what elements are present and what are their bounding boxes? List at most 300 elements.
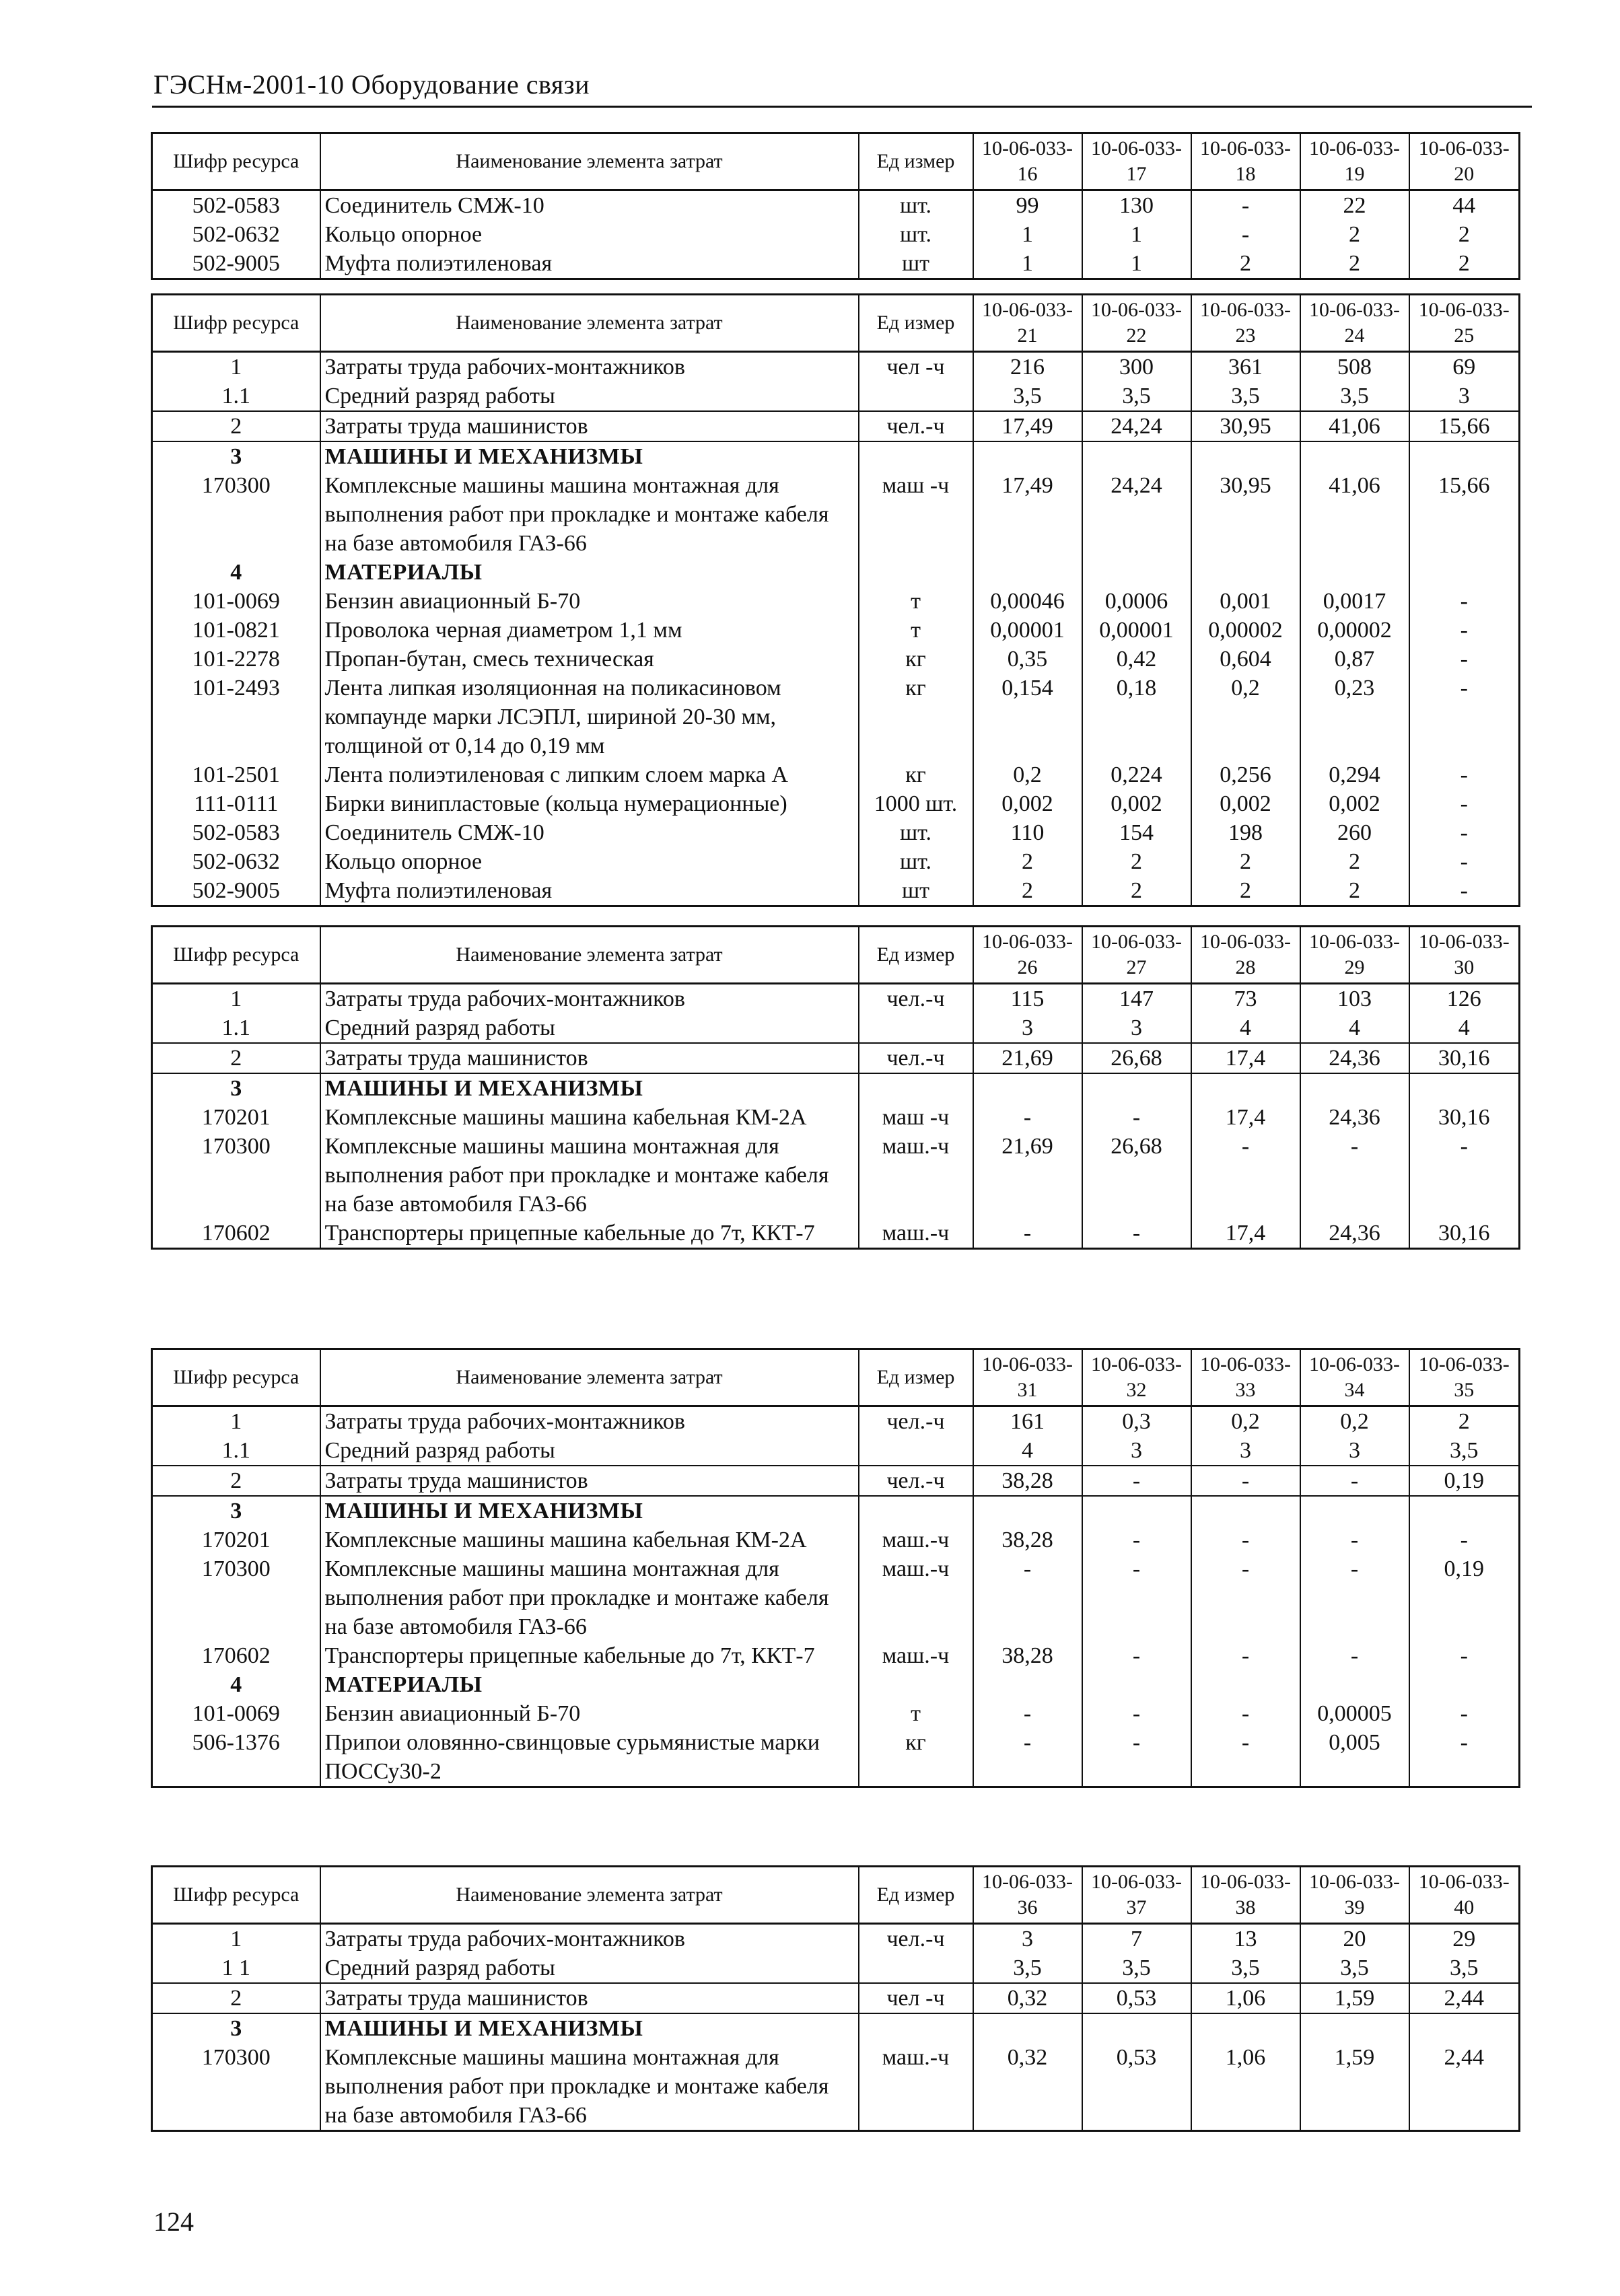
unit-cell: шт. bbox=[859, 818, 973, 847]
resource-code-cell: 1 bbox=[152, 352, 320, 382]
resource-code-cell: 1.1 bbox=[152, 382, 320, 411]
unit-cell: маш -ч bbox=[859, 1103, 973, 1132]
value-cell: 0,224 bbox=[1082, 760, 1191, 789]
value-cell: 0,3 bbox=[1082, 1406, 1191, 1437]
value-cell bbox=[1409, 558, 1520, 587]
value-cell: - bbox=[1409, 1526, 1520, 1554]
value-cell: 24,36 bbox=[1300, 1103, 1409, 1132]
col-header-unit: Ед измер bbox=[859, 1349, 973, 1406]
value-cell: 73 bbox=[1191, 984, 1300, 1014]
value-cell: 0,42 bbox=[1082, 645, 1191, 674]
resource-name-cell: Бирки винипластовые (кольца нумерационные) bbox=[320, 789, 859, 818]
value-cell: - bbox=[1409, 645, 1520, 674]
value-cell: 0,00046 bbox=[973, 587, 1082, 616]
value-cell: 29 bbox=[1409, 1924, 1520, 1954]
unit-cell: чел.-ч bbox=[859, 1924, 973, 1954]
unit-cell: маш.-ч bbox=[859, 1554, 973, 1641]
unit-cell: маш.-ч bbox=[859, 1526, 973, 1554]
unit-cell: шт. bbox=[859, 847, 973, 876]
resource-name-cell: Транспортеры прицепные кабельные до 7т, ККТ-7 bbox=[320, 1219, 859, 1249]
table-row bbox=[152, 1466, 1520, 1496]
unit-cell: маш.-ч bbox=[859, 2043, 973, 2131]
value-cell: 3 bbox=[973, 1924, 1082, 1954]
resource-code-cell: 502-9005 bbox=[152, 249, 320, 279]
unit-cell bbox=[859, 558, 973, 587]
value-cell: 15,66 bbox=[1409, 411, 1520, 441]
value-cell: - bbox=[1191, 1466, 1300, 1496]
col-header-norm-code: 10-06-033-27 bbox=[1082, 927, 1191, 984]
unit-cell bbox=[859, 1436, 973, 1466]
value-cell: - bbox=[1409, 1699, 1520, 1728]
value-cell bbox=[1300, 1496, 1409, 1526]
resource-code-cell: 101-2501 bbox=[152, 760, 320, 789]
value-cell: 3 bbox=[1082, 1436, 1191, 1466]
value-cell: 17,49 bbox=[973, 411, 1082, 441]
table-row bbox=[152, 471, 1520, 558]
resource-code-cell: 506-1376 bbox=[152, 1728, 320, 1787]
unit-cell: маш.-ч bbox=[859, 1641, 973, 1670]
value-cell: - bbox=[973, 1699, 1082, 1728]
value-cell bbox=[1300, 441, 1409, 471]
value-cell: 0,001 bbox=[1191, 587, 1300, 616]
value-cell: 110 bbox=[973, 818, 1082, 847]
value-cell: 2,44 bbox=[1409, 1983, 1520, 2013]
unit-cell bbox=[859, 1013, 973, 1043]
resource-code-cell: 1 1 bbox=[152, 1953, 320, 1983]
resource-name-cell: Пропан-бутан, смесь техническая bbox=[320, 645, 859, 674]
value-cell bbox=[1300, 1073, 1409, 1103]
value-cell: 260 bbox=[1300, 818, 1409, 847]
value-cell bbox=[1082, 2013, 1191, 2043]
col-header-code: Шифр ресурса bbox=[152, 927, 320, 984]
resource-name-cell: Комплексные машины машина монтажная для выполнения работ при прокладке и монтаже кабеля на базе автомобиля ГАЗ-66 bbox=[320, 471, 859, 558]
unit-cell: маш.-ч bbox=[859, 1132, 973, 1219]
col-header-norm-code: 10-06-033-39 bbox=[1300, 1867, 1409, 1924]
unit-cell: т bbox=[859, 1699, 973, 1728]
value-cell bbox=[1082, 558, 1191, 587]
value-cell: 300 bbox=[1082, 352, 1191, 382]
value-cell: 20 bbox=[1300, 1924, 1409, 1954]
value-cell: 0,0006 bbox=[1082, 587, 1191, 616]
resource-name-cell: Средний разряд работы bbox=[320, 1953, 859, 1983]
value-cell: 30,95 bbox=[1191, 411, 1300, 441]
value-cell: 3,5 bbox=[1191, 382, 1300, 411]
resource-code-cell: 1 bbox=[152, 1924, 320, 1954]
resource-name-cell: Кольцо опорное bbox=[320, 847, 859, 876]
unit-cell bbox=[859, 1670, 973, 1699]
resource-code-cell: 3 bbox=[152, 441, 320, 471]
value-cell: 161 bbox=[973, 1406, 1082, 1437]
value-cell: 38,28 bbox=[973, 1466, 1082, 1496]
value-cell: 3,5 bbox=[1300, 1953, 1409, 1983]
value-cell: 0,294 bbox=[1300, 760, 1409, 789]
value-cell: - bbox=[1300, 1132, 1409, 1219]
table-row bbox=[152, 789, 1520, 818]
value-cell: 0,23 bbox=[1300, 674, 1409, 760]
value-cell: 17,4 bbox=[1191, 1103, 1300, 1132]
table-row bbox=[152, 1132, 1520, 1219]
resource-table-5 bbox=[151, 1865, 1520, 2132]
unit-cell bbox=[859, 1496, 973, 1526]
value-cell: 1,59 bbox=[1300, 1983, 1409, 2013]
unit-cell bbox=[859, 441, 973, 471]
value-cell: 7 bbox=[1082, 1924, 1191, 1954]
value-cell: 361 bbox=[1191, 352, 1300, 382]
value-cell: 2 bbox=[1191, 249, 1300, 279]
value-cell: - bbox=[1409, 1132, 1520, 1219]
value-cell bbox=[973, 441, 1082, 471]
resource-name-cell: Транспортеры прицепные кабельные до 7т, ККТ-7 bbox=[320, 1641, 859, 1670]
value-cell: 0,2 bbox=[1191, 1406, 1300, 1437]
value-cell: 30,16 bbox=[1409, 1103, 1520, 1132]
value-cell: - bbox=[1409, 616, 1520, 645]
value-cell: 2 bbox=[1191, 847, 1300, 876]
resource-name-cell: Затраты труда рабочих-монтажников bbox=[320, 1924, 859, 1954]
resource-name-cell: Бензин авиационный Б-70 bbox=[320, 1699, 859, 1728]
value-cell: - bbox=[1300, 1526, 1409, 1554]
value-cell: 24,36 bbox=[1300, 1219, 1409, 1249]
table-header-row bbox=[152, 1349, 1520, 1406]
resource-code-cell: 2 bbox=[152, 1983, 320, 2013]
unit-cell bbox=[859, 1953, 973, 1983]
value-cell: 13 bbox=[1191, 1924, 1300, 1954]
resource-code-cell: 170602 bbox=[152, 1641, 320, 1670]
value-cell: 2 bbox=[1300, 249, 1409, 279]
value-cell: 22 bbox=[1300, 190, 1409, 221]
value-cell bbox=[1300, 1670, 1409, 1699]
resource-code-cell: 2 bbox=[152, 1466, 320, 1496]
value-cell: 154 bbox=[1082, 818, 1191, 847]
value-cell: 4 bbox=[1300, 1013, 1409, 1043]
col-header-code: Шифр ресурса bbox=[152, 1867, 320, 1924]
unit-cell bbox=[859, 2013, 973, 2043]
resource-name-cell: Проволока черная диаметром 1,1 мм bbox=[320, 616, 859, 645]
resource-code-cell: 3 bbox=[152, 2013, 320, 2043]
unit-cell: кг bbox=[859, 1728, 973, 1787]
unit-cell: кг bbox=[859, 674, 973, 760]
col-header-unit: Ед измер bbox=[859, 1867, 973, 1924]
value-cell: 1 bbox=[973, 249, 1082, 279]
resource-name-cell: Комплексные машины машина монтажная для выполнения работ при прокладке и монтаже кабеля на базе автомобиля ГАЗ-66 bbox=[320, 2043, 859, 2131]
resource-name-cell: Средний разряд работы bbox=[320, 1436, 859, 1466]
resource-code-cell: 101-0821 bbox=[152, 616, 320, 645]
value-cell: - bbox=[1409, 789, 1520, 818]
table-header-row bbox=[152, 1867, 1520, 1924]
value-cell: 44 bbox=[1409, 190, 1520, 221]
value-cell: - bbox=[1082, 1641, 1191, 1670]
value-cell: - bbox=[1409, 876, 1520, 906]
value-cell: 0,32 bbox=[973, 1983, 1082, 2013]
value-cell bbox=[1409, 1670, 1520, 1699]
value-cell: 3 bbox=[1191, 1436, 1300, 1466]
value-cell bbox=[1082, 1670, 1191, 1699]
value-cell: 41,06 bbox=[1300, 411, 1409, 441]
col-header-norm-code: 10-06-033-34 bbox=[1300, 1349, 1409, 1406]
resource-name-cell: Средний разряд работы bbox=[320, 382, 859, 411]
col-header-norm-code: 10-06-033-32 bbox=[1082, 1349, 1191, 1406]
table-row bbox=[152, 1641, 1520, 1670]
value-cell: 103 bbox=[1300, 984, 1409, 1014]
value-cell bbox=[1191, 441, 1300, 471]
resource-name-cell: Лента полиэтиленовая с липким слоем марка А bbox=[320, 760, 859, 789]
value-cell: 17,49 bbox=[973, 471, 1082, 558]
col-header-norm-code: 10-06-033-21 bbox=[973, 295, 1082, 352]
resource-code-cell: 3 bbox=[152, 1496, 320, 1526]
value-cell: 30,16 bbox=[1409, 1219, 1520, 1249]
value-cell: 17,4 bbox=[1191, 1043, 1300, 1073]
unit-cell: кг bbox=[859, 645, 973, 674]
resource-name-cell: Припои оловянно-свинцовые сурьмянистые марки ПОССу30-2 bbox=[320, 1728, 859, 1787]
unit-cell: кг bbox=[859, 760, 973, 789]
header-rule bbox=[152, 106, 1532, 108]
value-cell: - bbox=[1191, 1641, 1300, 1670]
col-header-norm-code: 10-06-033-29 bbox=[1300, 927, 1409, 984]
resource-name-cell: Комплексные машины машина кабельная КМ-2А bbox=[320, 1103, 859, 1132]
value-cell: 216 bbox=[973, 352, 1082, 382]
value-cell: 3 bbox=[1409, 382, 1520, 411]
resource-code-cell: 101-0069 bbox=[152, 587, 320, 616]
value-cell bbox=[973, 2013, 1082, 2043]
value-cell: 0,00001 bbox=[1082, 616, 1191, 645]
value-cell: - bbox=[1082, 1466, 1191, 1496]
value-cell: - bbox=[1191, 1728, 1300, 1787]
value-cell: 3,5 bbox=[973, 382, 1082, 411]
value-cell: 17,4 bbox=[1191, 1219, 1300, 1249]
value-cell: 0,00002 bbox=[1191, 616, 1300, 645]
resource-code-cell: 502-0632 bbox=[152, 847, 320, 876]
unit-cell: маш.-ч bbox=[859, 1219, 973, 1249]
value-cell: 2 bbox=[1191, 876, 1300, 906]
col-header-code: Шифр ресурса bbox=[152, 295, 320, 352]
section-title-cell: МАШИНЫ И МЕХАНИЗМЫ bbox=[320, 2013, 859, 2043]
value-cell bbox=[1191, 1496, 1300, 1526]
unit-cell: шт bbox=[859, 249, 973, 279]
unit-cell: шт. bbox=[859, 190, 973, 221]
value-cell bbox=[1191, 2013, 1300, 2043]
section-row bbox=[152, 441, 1520, 471]
resource-name-cell: Лента липкая изоляционная на поликасиновом компаунде марки ЛСЭПЛ, шириной 20-30 мм, толщиной от 0,14 до 0,19 мм bbox=[320, 674, 859, 760]
value-cell: 4 bbox=[1409, 1013, 1520, 1043]
col-header-norm-code: 10-06-033-16 bbox=[973, 133, 1082, 190]
value-cell: 2,44 bbox=[1409, 2043, 1520, 2131]
section-row bbox=[152, 2013, 1520, 2043]
col-header-name: Наименование элемента затрат bbox=[320, 927, 859, 984]
table-row bbox=[152, 382, 1520, 411]
section-title-cell: МАШИНЫ И МЕХАНИЗМЫ bbox=[320, 1073, 859, 1103]
col-header-norm-code: 10-06-033-37 bbox=[1082, 1867, 1191, 1924]
table-header-row bbox=[152, 133, 1520, 190]
value-cell: - bbox=[1409, 1728, 1520, 1787]
value-cell: 38,28 bbox=[973, 1526, 1082, 1554]
value-cell: - bbox=[1300, 1554, 1409, 1641]
table-row bbox=[152, 1103, 1520, 1132]
resource-name-cell: Средний разряд работы bbox=[320, 1013, 859, 1043]
resource-code-cell: 170201 bbox=[152, 1526, 320, 1554]
value-cell: 4 bbox=[973, 1436, 1082, 1466]
value-cell bbox=[973, 1496, 1082, 1526]
section-title-cell: МАТЕРИАЛЫ bbox=[320, 1670, 859, 1699]
value-cell: - bbox=[1409, 847, 1520, 876]
value-cell: 0,154 bbox=[973, 674, 1082, 760]
col-header-name: Наименование элемента затрат bbox=[320, 1867, 859, 1924]
unit-cell: чел.-ч bbox=[859, 411, 973, 441]
table-row bbox=[152, 2043, 1520, 2131]
value-cell: 4 bbox=[1191, 1013, 1300, 1043]
value-cell bbox=[1191, 1073, 1300, 1103]
value-cell: 2 bbox=[973, 876, 1082, 906]
value-cell: 0,2 bbox=[1191, 674, 1300, 760]
value-cell: 0,53 bbox=[1082, 2043, 1191, 2131]
table-row bbox=[152, 645, 1520, 674]
resource-name-cell: Затраты труда машинистов bbox=[320, 1043, 859, 1073]
resource-code-cell: 170300 bbox=[152, 2043, 320, 2131]
col-header-norm-code: 10-06-033-25 bbox=[1409, 295, 1520, 352]
value-cell: 21,69 bbox=[973, 1043, 1082, 1073]
table-row bbox=[152, 1953, 1520, 1983]
col-header-norm-code: 10-06-033-24 bbox=[1300, 295, 1409, 352]
col-header-code: Шифр ресурса bbox=[152, 133, 320, 190]
unit-cell: чел -ч bbox=[859, 1983, 973, 2013]
value-cell: - bbox=[1409, 760, 1520, 789]
value-cell: - bbox=[1191, 1554, 1300, 1641]
resource-name-cell: Затраты труда машинистов bbox=[320, 1983, 859, 2013]
table-header-row bbox=[152, 927, 1520, 984]
section-row bbox=[152, 1496, 1520, 1526]
value-cell: 2 bbox=[1300, 847, 1409, 876]
unit-cell: т bbox=[859, 587, 973, 616]
col-header-norm-code: 10-06-033-22 bbox=[1082, 295, 1191, 352]
value-cell bbox=[1300, 558, 1409, 587]
value-cell: 0,002 bbox=[1191, 789, 1300, 818]
resource-name-cell: Муфта полиэтиленовая bbox=[320, 876, 859, 906]
value-cell: 1 bbox=[1082, 220, 1191, 249]
col-header-norm-code: 10-06-033-38 bbox=[1191, 1867, 1300, 1924]
value-cell: 2 bbox=[1409, 249, 1520, 279]
value-cell: 3 bbox=[1300, 1436, 1409, 1466]
resource-name-cell: Затраты труда рабочих-монтажников bbox=[320, 984, 859, 1014]
value-cell: 69 bbox=[1409, 352, 1520, 382]
col-header-norm-code: 10-06-033-36 bbox=[973, 1867, 1082, 1924]
table-row bbox=[152, 1013, 1520, 1043]
resource-code-cell: 1.1 bbox=[152, 1436, 320, 1466]
unit-cell: 1000 шт. bbox=[859, 789, 973, 818]
value-cell: 3,5 bbox=[1300, 382, 1409, 411]
value-cell bbox=[1300, 2013, 1409, 2043]
table-row bbox=[152, 220, 1520, 249]
resource-code-cell: 170300 bbox=[152, 1132, 320, 1219]
value-cell: 198 bbox=[1191, 818, 1300, 847]
value-cell: 0,00005 bbox=[1300, 1699, 1409, 1728]
page-number: 124 bbox=[153, 2207, 194, 2237]
col-header-norm-code: 10-06-033-18 bbox=[1191, 133, 1300, 190]
col-header-norm-code: 10-06-033-28 bbox=[1191, 927, 1300, 984]
resource-code-cell: 101-2278 bbox=[152, 645, 320, 674]
value-cell bbox=[1409, 1496, 1520, 1526]
table-row bbox=[152, 411, 1520, 441]
value-cell bbox=[1409, 441, 1520, 471]
unit-cell: чел.-ч bbox=[859, 984, 973, 1014]
value-cell bbox=[1082, 1073, 1191, 1103]
col-header-norm-code: 10-06-033-30 bbox=[1409, 927, 1520, 984]
table-row bbox=[152, 249, 1520, 279]
value-cell: 0,002 bbox=[973, 789, 1082, 818]
resource-code-cell: 502-0632 bbox=[152, 220, 320, 249]
col-header-norm-code: 10-06-033-31 bbox=[973, 1349, 1082, 1406]
col-header-norm-code: 10-06-033-23 bbox=[1191, 295, 1300, 352]
value-cell: 1,59 bbox=[1300, 2043, 1409, 2131]
value-cell: 1 bbox=[973, 220, 1082, 249]
value-cell: 30,95 bbox=[1191, 471, 1300, 558]
value-cell: 0,19 bbox=[1409, 1466, 1520, 1496]
value-cell: - bbox=[1409, 674, 1520, 760]
table-row bbox=[152, 1219, 1520, 1249]
value-cell: 0,002 bbox=[1082, 789, 1191, 818]
resource-name-cell: Соединитель СМЖ-10 bbox=[320, 818, 859, 847]
value-cell: 2 bbox=[1300, 876, 1409, 906]
page-header: ГЭСНм-2001-10 Оборудование связи bbox=[153, 69, 590, 100]
value-cell: - bbox=[1082, 1219, 1191, 1249]
value-cell: 1,06 bbox=[1191, 2043, 1300, 2131]
section-title-cell: МАШИНЫ И МЕХАНИЗМЫ bbox=[320, 1496, 859, 1526]
value-cell: 3 bbox=[973, 1013, 1082, 1043]
value-cell: - bbox=[1191, 1132, 1300, 1219]
table-row bbox=[152, 1436, 1520, 1466]
resource-name-cell: Затраты труда машинистов bbox=[320, 1466, 859, 1496]
value-cell: - bbox=[1082, 1554, 1191, 1641]
value-cell: - bbox=[1191, 1699, 1300, 1728]
unit-cell: шт bbox=[859, 876, 973, 906]
resource-table-1 bbox=[151, 132, 1520, 280]
table-row bbox=[152, 847, 1520, 876]
value-cell: 99 bbox=[973, 190, 1082, 221]
value-cell: - bbox=[973, 1219, 1082, 1249]
table-row bbox=[152, 674, 1520, 760]
resource-code-cell: 2 bbox=[152, 411, 320, 441]
table-row bbox=[152, 1554, 1520, 1641]
value-cell: 2 bbox=[1082, 876, 1191, 906]
value-cell: 24,24 bbox=[1082, 471, 1191, 558]
value-cell: 1,06 bbox=[1191, 1983, 1300, 2013]
col-header-norm-code: 10-06-033-26 bbox=[973, 927, 1082, 984]
value-cell: 3,5 bbox=[1082, 382, 1191, 411]
col-header-norm-code: 10-06-033-40 bbox=[1409, 1867, 1520, 1924]
resource-code-cell: 502-0583 bbox=[152, 190, 320, 221]
table-row bbox=[152, 1924, 1520, 1954]
value-cell: 0,256 bbox=[1191, 760, 1300, 789]
value-cell: 3,5 bbox=[1409, 1436, 1520, 1466]
value-cell: 508 bbox=[1300, 352, 1409, 382]
table-row bbox=[152, 984, 1520, 1014]
value-cell: - bbox=[1082, 1103, 1191, 1132]
table-row bbox=[152, 587, 1520, 616]
resource-table-3 bbox=[151, 925, 1520, 1250]
resource-code-cell: 170602 bbox=[152, 1219, 320, 1249]
table-row bbox=[152, 1406, 1520, 1437]
resource-name-cell: Комплексные машины машина монтажная для выполнения работ при прокладке и монтаже кабеля на базе автомобиля ГАЗ-66 bbox=[320, 1132, 859, 1219]
resource-name-cell: Бензин авиационный Б-70 bbox=[320, 587, 859, 616]
value-cell: - bbox=[1191, 220, 1300, 249]
resource-code-cell: 101-2493 bbox=[152, 674, 320, 760]
value-cell: 2 bbox=[1082, 847, 1191, 876]
table-row bbox=[152, 190, 1520, 221]
value-cell: 2 bbox=[1409, 220, 1520, 249]
resource-code-cell: 2 bbox=[152, 1043, 320, 1073]
value-cell bbox=[1409, 2013, 1520, 2043]
resource-name-cell: Соединитель СМЖ-10 bbox=[320, 190, 859, 221]
section-row bbox=[152, 558, 1520, 587]
value-cell: 26,68 bbox=[1082, 1043, 1191, 1073]
value-cell bbox=[1082, 441, 1191, 471]
